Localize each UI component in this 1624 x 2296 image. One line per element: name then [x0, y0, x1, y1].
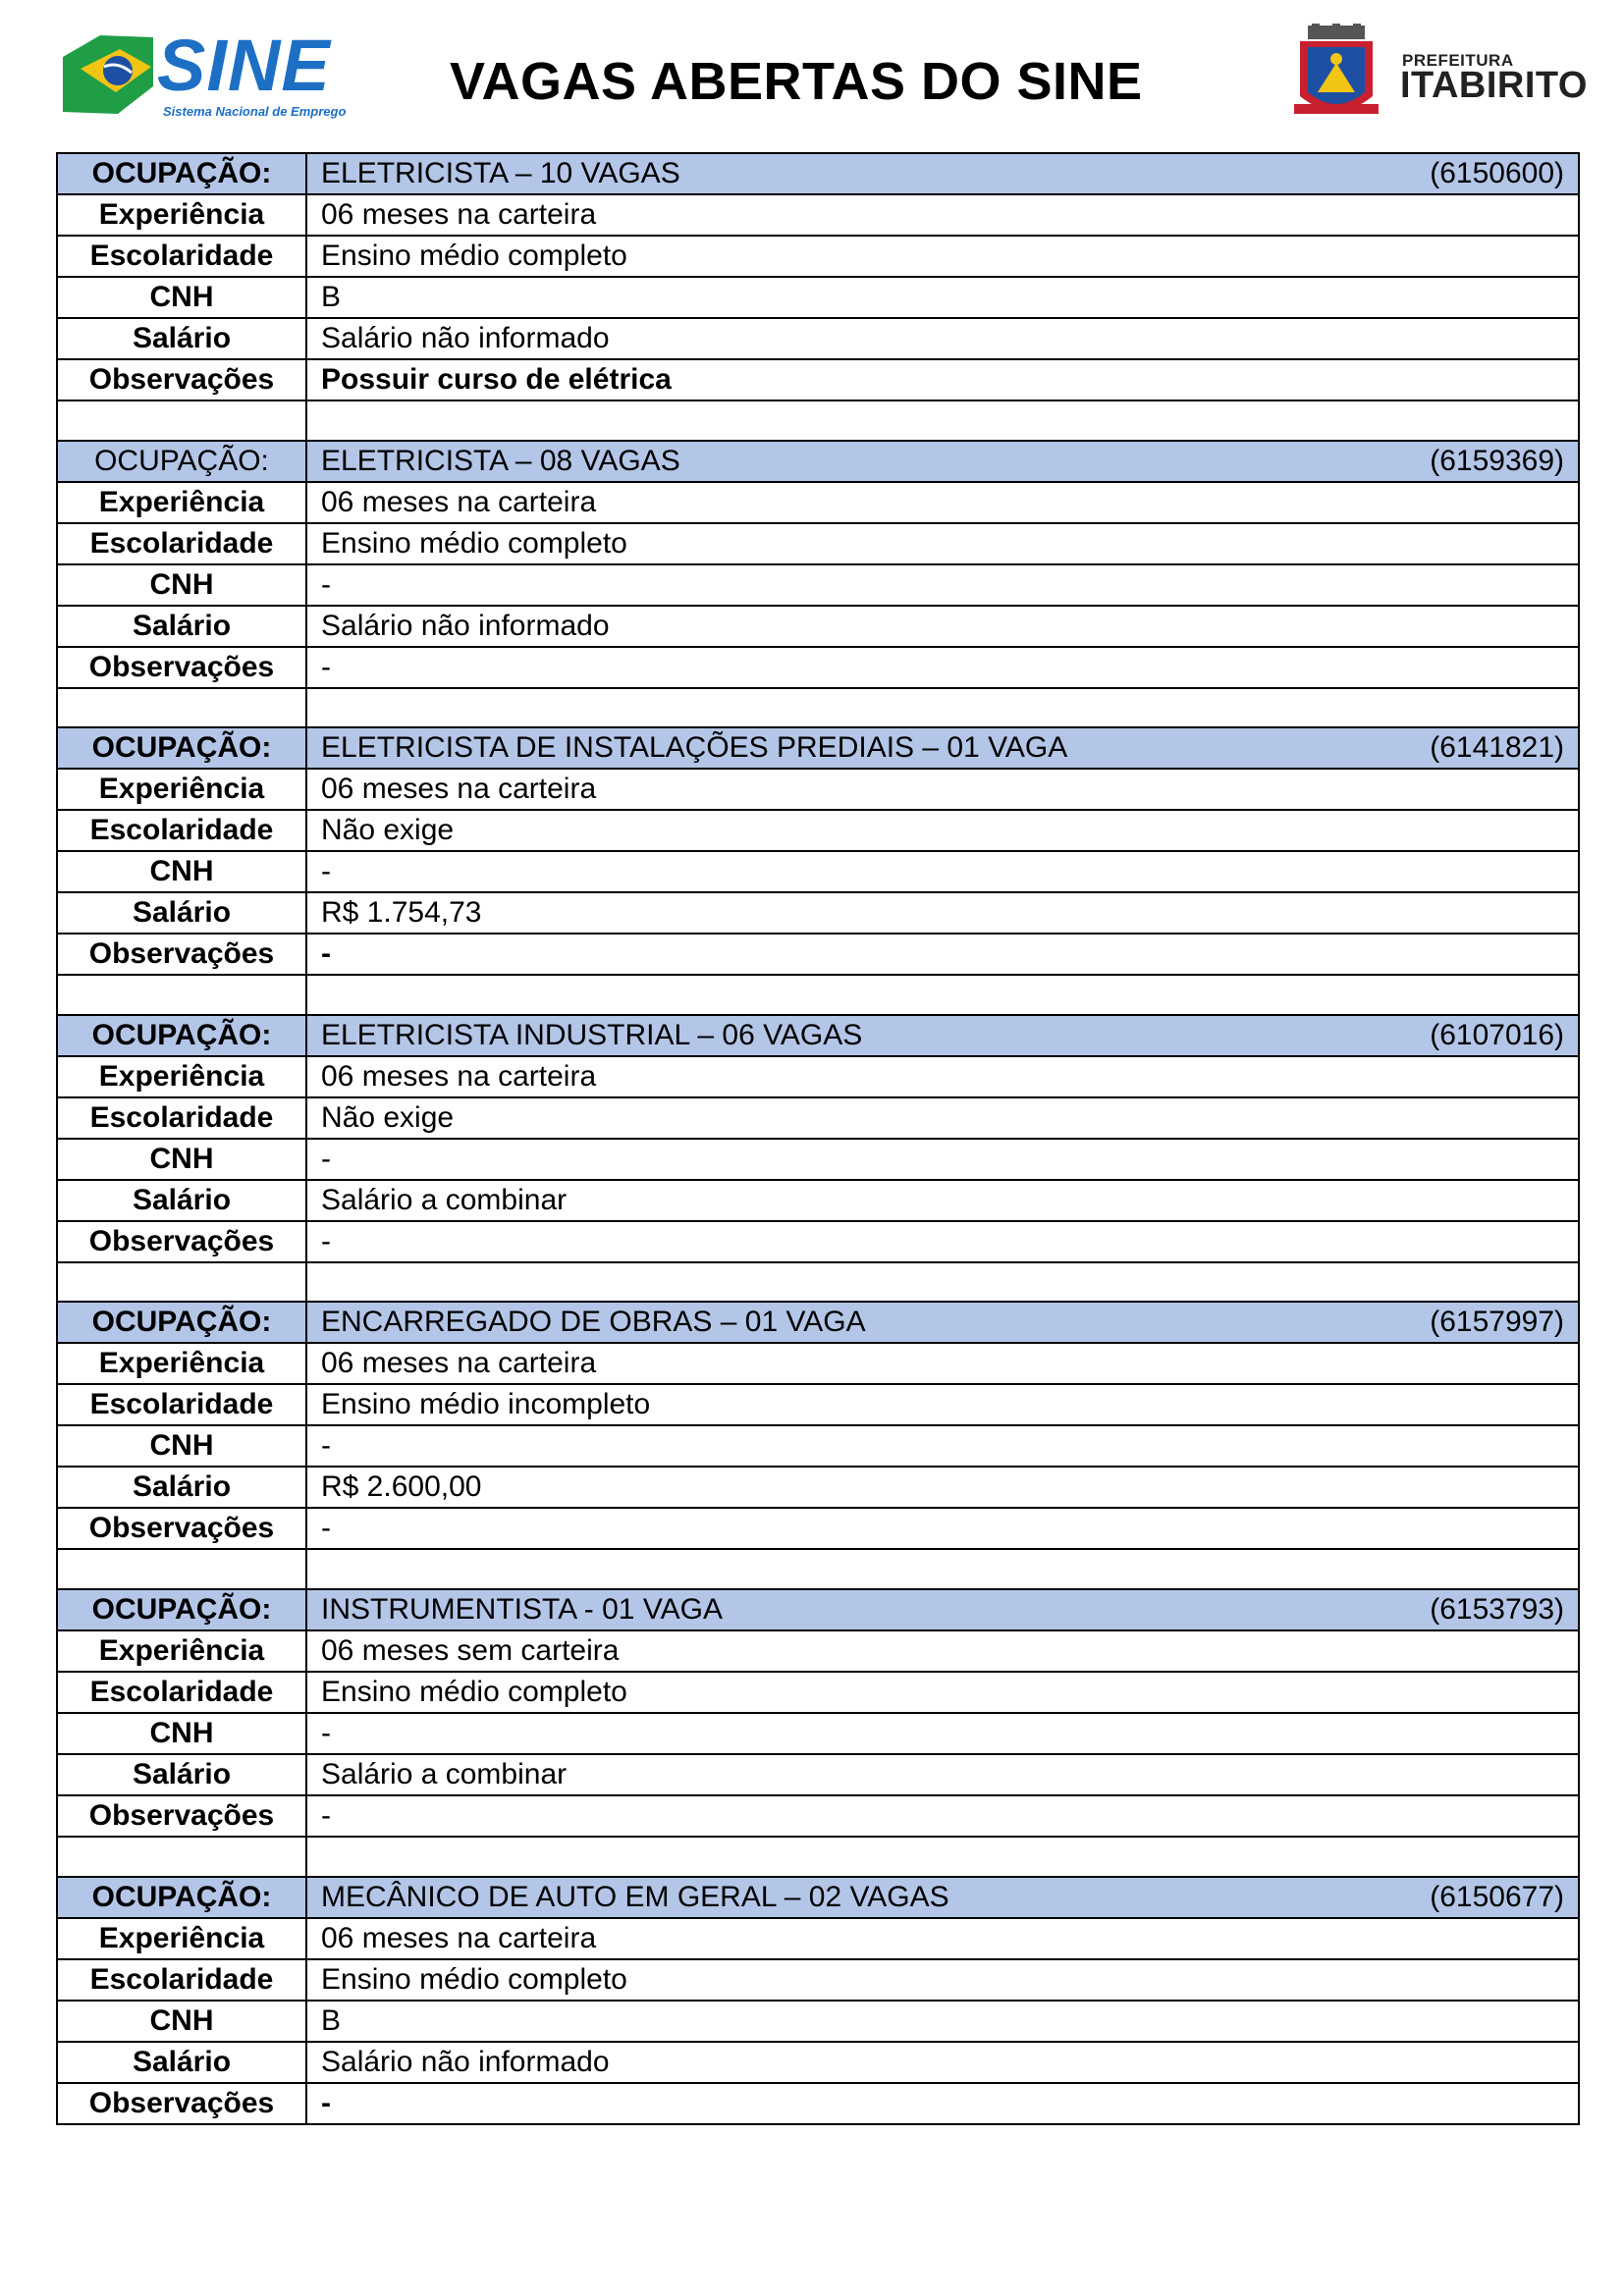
empty-cell: [306, 975, 1579, 1015]
salary-value: Salário a combinar: [306, 1180, 1579, 1221]
spacer-row: [57, 975, 1579, 1015]
job-title: ELETRICISTA – 10 VAGAS: [321, 157, 680, 189]
education-row: [57, 523, 1579, 564]
salary-label: Salário: [57, 606, 306, 647]
experience-value: 06 meses sem carteira: [306, 1630, 1579, 1672]
notes-value: -: [306, 1221, 1579, 1262]
license-label: CNH: [57, 2001, 306, 2042]
job-title-cell: [306, 153, 1579, 194]
experience-value: 06 meses na carteira: [306, 194, 1579, 236]
job-header-row: [57, 153, 1579, 194]
job-code: (6107016): [1430, 1018, 1564, 1051]
education-label: Escolaridade: [57, 1097, 306, 1139]
license-row: [57, 2001, 1579, 2042]
spacer-row: [57, 400, 1579, 441]
notes-row: [57, 1795, 1579, 1837]
occupation-label: OCUPAÇÃO:: [57, 153, 306, 194]
experience-value: 06 meses na carteira: [306, 1918, 1579, 1959]
job-header-row: [57, 441, 1579, 482]
license-label: CNH: [57, 564, 306, 606]
notes-row: [57, 1508, 1579, 1549]
education-row: [57, 1097, 1579, 1139]
empty-cell: [306, 688, 1579, 728]
job-header-row: [57, 1877, 1579, 1918]
education-value: Ensino médio completo: [306, 236, 1579, 277]
empty-cell: [306, 400, 1579, 441]
page-header: [0, 0, 1624, 147]
notes-label: Observações: [57, 359, 306, 400]
job-title: ENCARREGADO DE OBRAS – 01 VAGA: [321, 1306, 866, 1339]
experience-value: 06 meses na carteira: [306, 1056, 1579, 1097]
occupation-label: OCUPAÇÃO:: [57, 1015, 306, 1056]
job-title-cell: [306, 1589, 1579, 1630]
salary-row: [57, 892, 1579, 934]
experience-label: Experiência: [57, 1343, 306, 1384]
notes-value: -: [306, 1795, 1579, 1837]
job-openings-table: [56, 152, 1580, 2125]
occupation-label: OCUPAÇÃO:: [57, 1302, 306, 1343]
license-label: CNH: [57, 1713, 306, 1754]
salary-value: R$ 1.754,73: [306, 892, 1579, 934]
job-title: ELETRICISTA INDUSTRIAL – 06 VAGAS: [321, 1018, 863, 1051]
salary-row: [57, 2042, 1579, 2083]
experience-label: Experiência: [57, 1630, 306, 1672]
empty-cell: [57, 1837, 306, 1877]
salary-label: Salário: [57, 318, 306, 359]
job-code: (6157997): [1430, 1306, 1564, 1339]
notes-label: Observações: [57, 934, 306, 975]
job-title-cell: [306, 727, 1579, 769]
experience-value: 06 meses na carteira: [306, 482, 1579, 523]
license-value: -: [306, 1713, 1579, 1754]
license-value: B: [306, 277, 1579, 318]
experience-label: Experiência: [57, 482, 306, 523]
sine-logo-subtitle: Sistema Nacional de Emprego: [163, 104, 347, 119]
job-code: (6159369): [1430, 444, 1564, 477]
license-value: -: [306, 564, 1579, 606]
license-label: CNH: [57, 851, 306, 892]
occupation-label: OCUPAÇÃO:: [57, 441, 306, 482]
salary-value: R$ 2.600,00: [306, 1467, 1579, 1508]
education-label: Escolaridade: [57, 523, 306, 564]
spacer-row: [57, 1549, 1579, 1589]
education-value: Ensino médio completo: [306, 1672, 1579, 1713]
empty-cell: [57, 688, 306, 728]
job-title-cell: [306, 441, 1579, 482]
salary-row: [57, 1180, 1579, 1221]
experience-label: Experiência: [57, 1918, 306, 1959]
notes-value: -: [306, 934, 1579, 975]
job-header-row: [57, 727, 1579, 769]
experience-row: [57, 194, 1579, 236]
experience-label: Experiência: [57, 769, 306, 810]
job-title-cell: [306, 1302, 1579, 1343]
salary-value: Salário a combinar: [306, 1754, 1579, 1795]
job-header-row: [57, 1015, 1579, 1056]
job-code: (6150600): [1430, 157, 1564, 189]
notes-label: Observações: [57, 1795, 306, 1837]
job-title: ELETRICISTA – 08 VAGAS: [321, 444, 680, 477]
salary-label: Salário: [57, 1754, 306, 1795]
license-label: CNH: [57, 1425, 306, 1467]
salary-row: [57, 318, 1579, 359]
notes-row: [57, 647, 1579, 688]
license-value: -: [306, 1139, 1579, 1180]
notes-value: -: [306, 647, 1579, 688]
salary-value: Salário não informado: [306, 2042, 1579, 2083]
salary-row: [57, 606, 1579, 647]
notes-label: Observações: [57, 1221, 306, 1262]
education-value: Não exige: [306, 810, 1579, 851]
notes-value: -: [306, 2083, 1579, 2124]
salary-label: Salário: [57, 2042, 306, 2083]
experience-value: 06 meses na carteira: [306, 769, 1579, 810]
experience-label: Experiência: [57, 1056, 306, 1097]
job-code: (6153793): [1430, 1592, 1564, 1626]
education-row: [57, 1384, 1579, 1425]
education-row: [57, 810, 1579, 851]
salary-value: Salário não informado: [306, 318, 1579, 359]
job-title: INSTRUMENTISTA - 01 VAGA: [321, 1592, 723, 1626]
sine-logo-text: SINE: [157, 25, 331, 106]
empty-cell: [306, 1837, 1579, 1877]
experience-row: [57, 1918, 1579, 1959]
education-value: Não exige: [306, 1097, 1579, 1139]
job-code: (6150677): [1430, 1880, 1564, 1913]
license-value: B: [306, 2001, 1579, 2042]
notes-value: -: [306, 1508, 1579, 1549]
job-header-row: [57, 1302, 1579, 1343]
salary-label: Salário: [57, 1180, 306, 1221]
education-value: Ensino médio incompleto: [306, 1384, 1579, 1425]
experience-row: [57, 482, 1579, 523]
spacer-row: [57, 688, 1579, 728]
empty-cell: [306, 1549, 1579, 1589]
salary-value: Salário não informado: [306, 606, 1579, 647]
job-title: ELETRICISTA DE INSTALAÇÕES PREDIAIS – 01 VAGA: [321, 731, 1068, 765]
experience-row: [57, 769, 1579, 810]
experience-label: Experiência: [57, 194, 306, 236]
salary-row: [57, 1467, 1579, 1508]
license-row: [57, 1139, 1579, 1180]
education-label: Escolaridade: [57, 1959, 306, 2001]
license-value: -: [306, 1425, 1579, 1467]
salary-label: Salário: [57, 1467, 306, 1508]
job-code: (6141821): [1430, 731, 1564, 765]
notes-row: [57, 359, 1579, 400]
education-label: Escolaridade: [57, 810, 306, 851]
license-row: [57, 1425, 1579, 1467]
salary-label: Salário: [57, 892, 306, 934]
occupation-label: OCUPAÇÃO:: [57, 1589, 306, 1630]
occupation-label: OCUPAÇÃO:: [57, 727, 306, 769]
experience-row: [57, 1056, 1579, 1097]
spacer-row: [57, 1262, 1579, 1303]
notes-row: [57, 2083, 1579, 2124]
experience-row: [57, 1343, 1579, 1384]
education-row: [57, 1672, 1579, 1713]
job-title-cell: [306, 1015, 1579, 1056]
notes-value: Possuir curso de elétrica: [306, 359, 1579, 400]
job-title-cell: [306, 1877, 1579, 1918]
experience-row: [57, 1630, 1579, 1672]
empty-cell: [306, 1262, 1579, 1303]
license-row: [57, 277, 1579, 318]
empty-cell: [57, 975, 306, 1015]
notes-label: Observações: [57, 1508, 306, 1549]
education-row: [57, 1959, 1579, 2001]
license-value: -: [306, 851, 1579, 892]
education-label: Escolaridade: [57, 236, 306, 277]
license-label: CNH: [57, 1139, 306, 1180]
license-label: CNH: [57, 277, 306, 318]
education-value: Ensino médio completo: [306, 1959, 1579, 2001]
license-row: [57, 564, 1579, 606]
education-row: [57, 236, 1579, 277]
license-row: [57, 1713, 1579, 1754]
empty-cell: [57, 1549, 306, 1589]
job-title: MECÂNICO DE AUTO EM GERAL – 02 VAGAS: [321, 1880, 949, 1913]
notes-label: Observações: [57, 647, 306, 688]
city-name: ITABIRITO: [1400, 65, 1588, 106]
empty-cell: [57, 1262, 306, 1303]
notes-label: Observações: [57, 2083, 306, 2124]
job-header-row: [57, 1589, 1579, 1630]
license-row: [57, 851, 1579, 892]
education-value: Ensino médio completo: [306, 523, 1579, 564]
experience-value: 06 meses na carteira: [306, 1343, 1579, 1384]
salary-row: [57, 1754, 1579, 1795]
notes-row: [57, 1221, 1579, 1262]
notes-row: [57, 934, 1579, 975]
page-title: VAGAS ABERTAS DO SINE: [450, 52, 1143, 111]
prefeitura-label: PREFEITURA: [1402, 51, 1514, 70]
occupation-label: OCUPAÇÃO:: [57, 1877, 306, 1918]
education-label: Escolaridade: [57, 1672, 306, 1713]
spacer-row: [57, 1837, 1579, 1877]
education-label: Escolaridade: [57, 1384, 306, 1425]
empty-cell: [57, 400, 306, 441]
